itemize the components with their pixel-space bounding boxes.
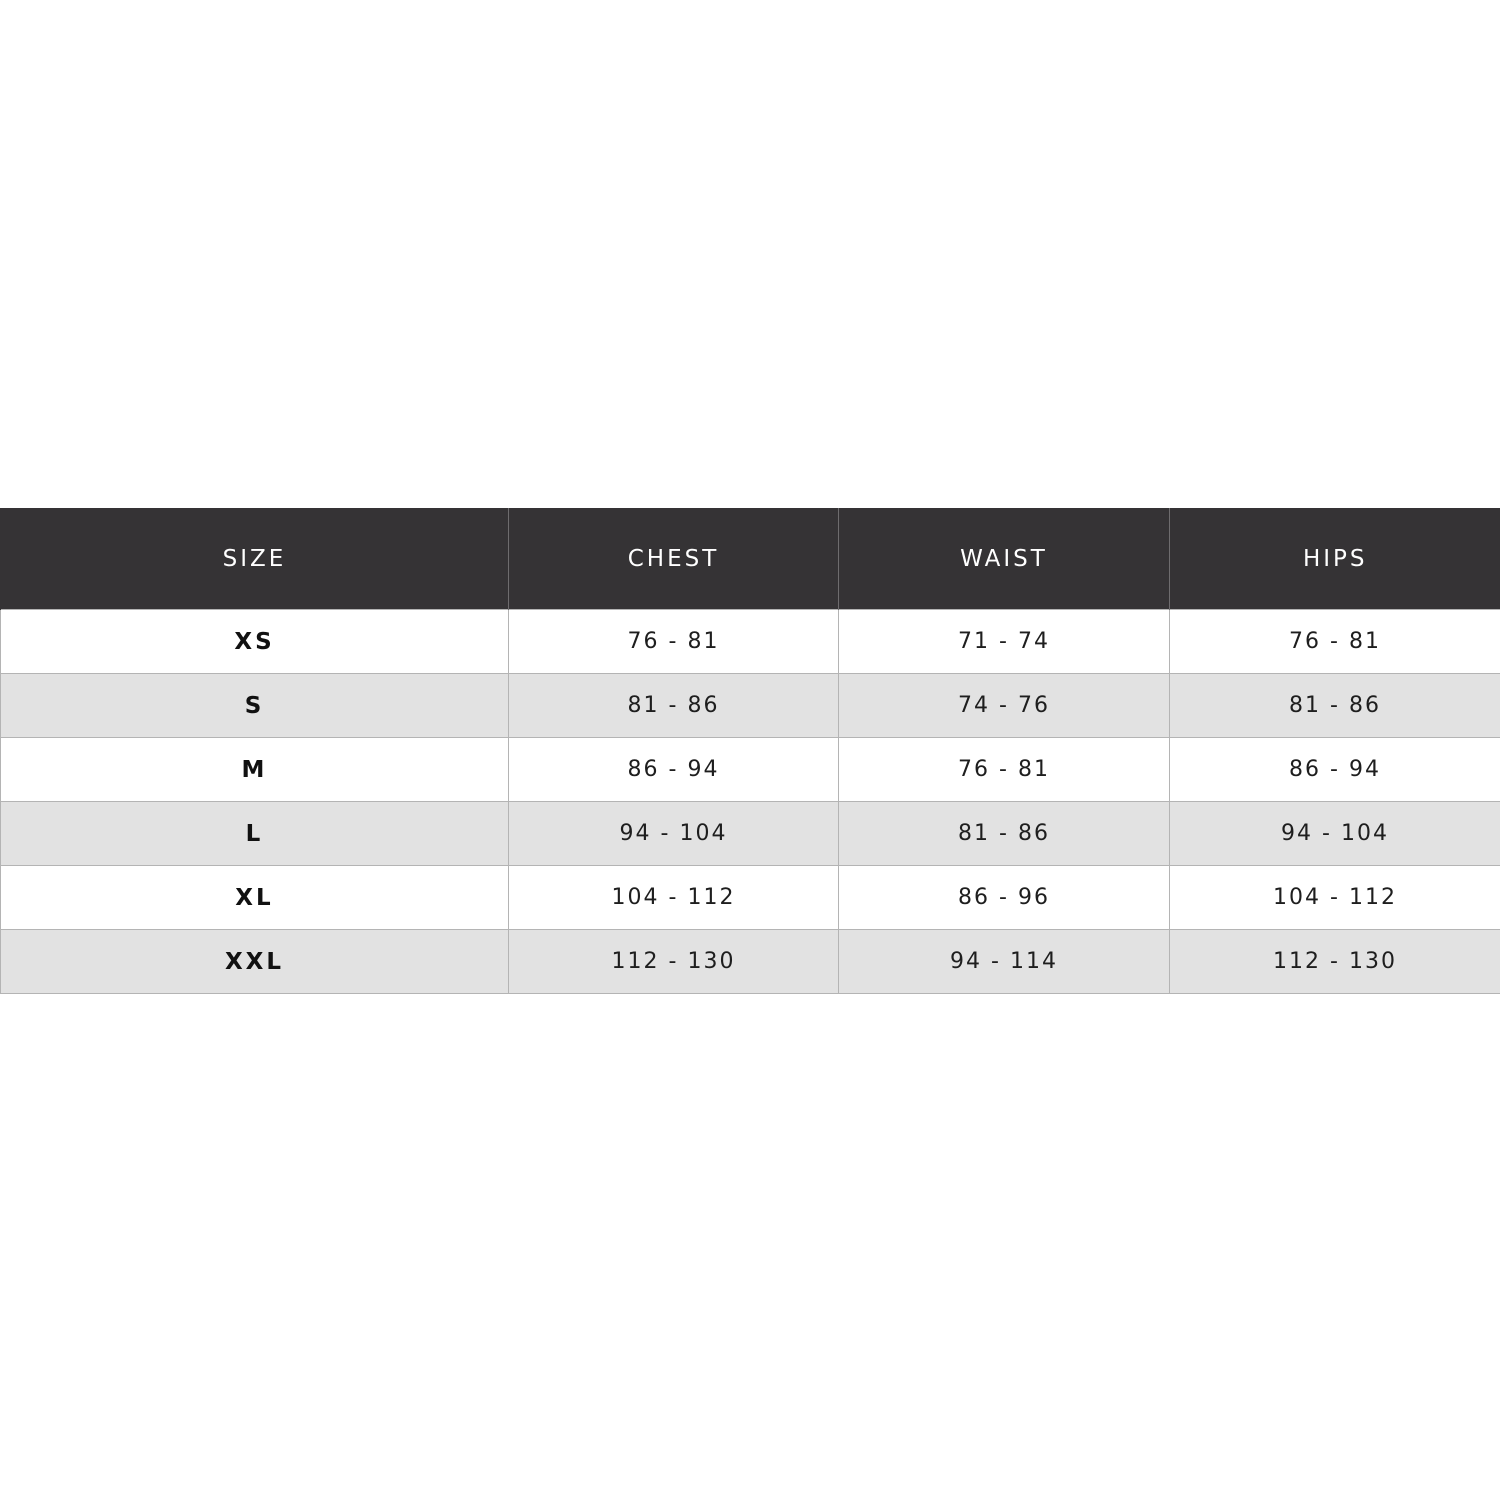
size-cell: XXL (1, 930, 509, 994)
waist-cell: 76 - 81 (839, 738, 1170, 802)
size-cell: XS (1, 610, 509, 674)
chest-cell: 81 - 86 (509, 674, 839, 738)
header-waist: WAIST (839, 508, 1170, 610)
size-cell: XL (1, 866, 509, 930)
header-hips: HIPS (1170, 508, 1500, 610)
size-chart-table (0, 508, 1500, 994)
hips-cell: 76 - 81 (1170, 610, 1500, 674)
hips-cell: 112 - 130 (1170, 930, 1500, 994)
waist-cell: 86 - 96 (839, 866, 1170, 930)
waist-cell: 94 - 114 (839, 930, 1170, 994)
table-row (1, 866, 1500, 930)
hips-cell: 86 - 94 (1170, 738, 1500, 802)
chest-cell: 94 - 104 (509, 802, 839, 866)
waist-cell: 81 - 86 (839, 802, 1170, 866)
table-row (1, 930, 1500, 994)
hips-cell: 104 - 112 (1170, 866, 1500, 930)
header-chest: CHEST (509, 508, 839, 610)
chest-cell: 76 - 81 (509, 610, 839, 674)
table-row (1, 610, 1500, 674)
header-size: SIZE (1, 508, 509, 610)
table-row (1, 674, 1500, 738)
waist-cell: 74 - 76 (839, 674, 1170, 738)
hips-cell: 94 - 104 (1170, 802, 1500, 866)
header-row (1, 508, 1500, 610)
size-cell: S (1, 674, 509, 738)
size-cell: L (1, 802, 509, 866)
size-cell: M (1, 738, 509, 802)
chest-cell: 112 - 130 (509, 930, 839, 994)
table-row (1, 738, 1500, 802)
waist-cell: 71 - 74 (839, 610, 1170, 674)
chest-cell: 104 - 112 (509, 866, 839, 930)
hips-cell: 81 - 86 (1170, 674, 1500, 738)
chest-cell: 86 - 94 (509, 738, 839, 802)
table-row (1, 802, 1500, 866)
